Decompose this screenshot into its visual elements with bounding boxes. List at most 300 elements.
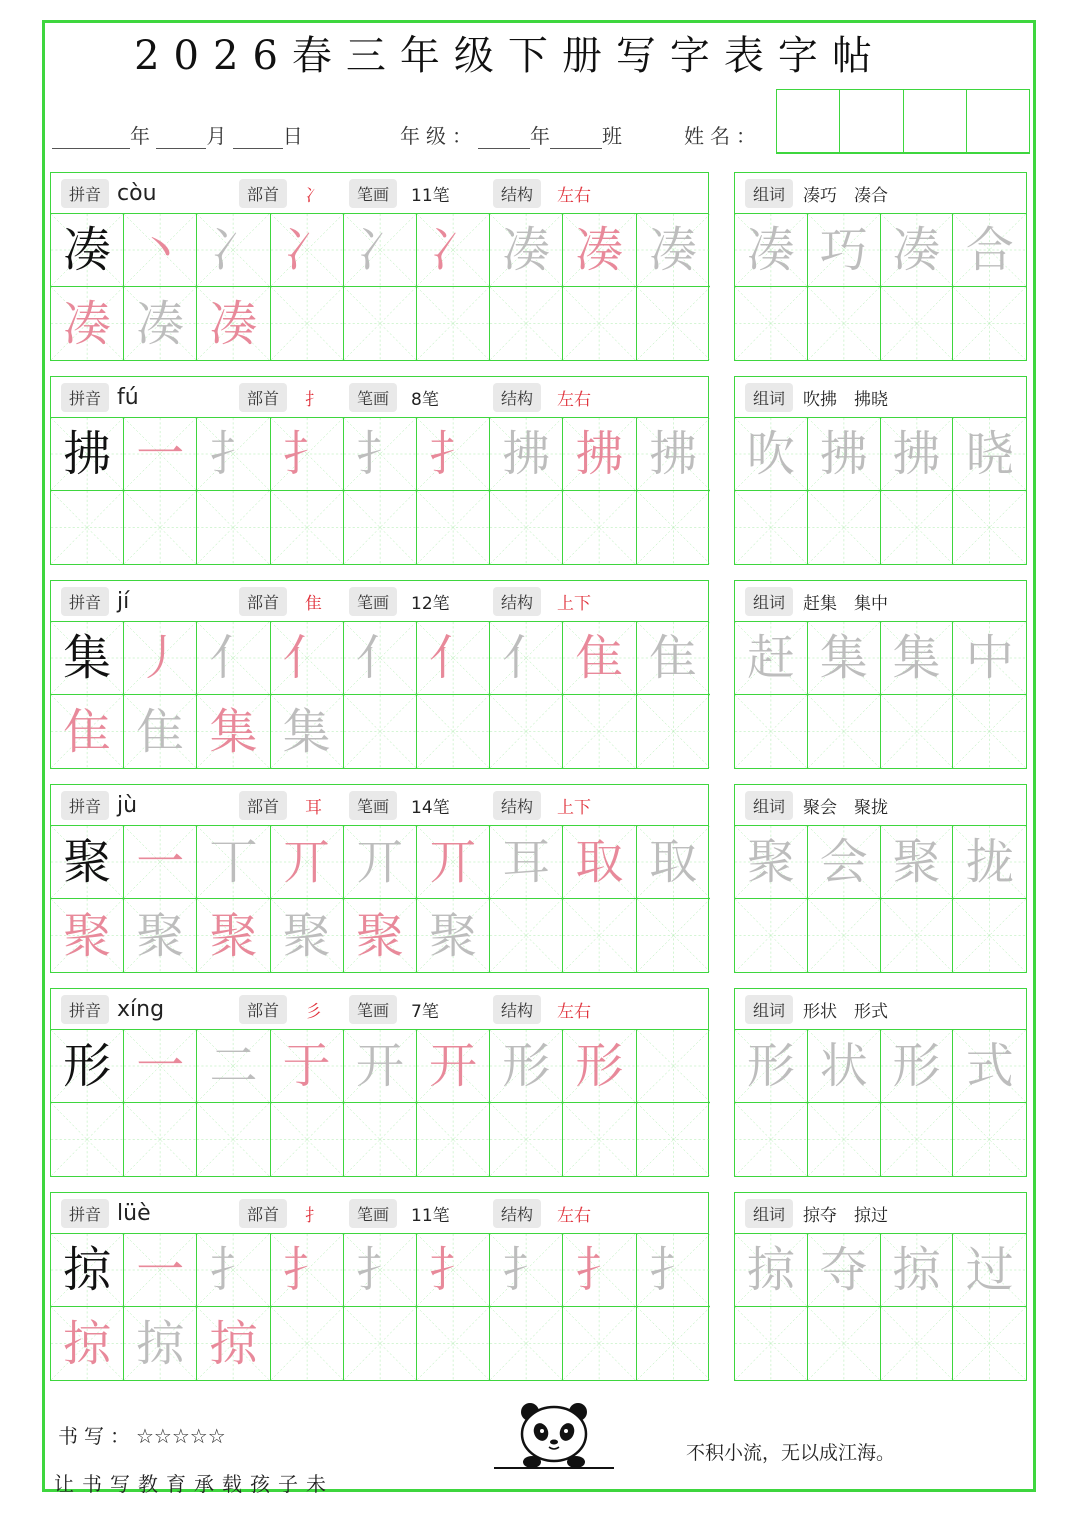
stroke-step-glyph: 拂: [575, 426, 624, 482]
structure-value: 左右: [557, 389, 591, 410]
stroke-order-cell[interactable]: [563, 826, 636, 899]
practice-panel: [50, 172, 709, 361]
stroke-step-glyph: 凑: [209, 295, 258, 352]
stroke-step-glyph: 聚: [282, 907, 331, 964]
stroke-step-glyph: 隹: [649, 630, 698, 686]
stroke-step-glyph: 开: [429, 1038, 478, 1094]
stroke-step-glyph: 冫: [282, 222, 331, 278]
practice-cell[interactable]: [563, 1307, 636, 1380]
practice-cell[interactable]: [344, 491, 417, 564]
word-trace-cell[interactable]: [953, 1234, 1026, 1307]
stroke-order-cell[interactable]: [563, 1030, 636, 1103]
stroke-step-glyph: 取: [649, 834, 698, 890]
word-trace-glyph: 式: [965, 1038, 1014, 1094]
words-header: [735, 377, 1026, 418]
stroke-order-cell[interactable]: [124, 1307, 197, 1380]
stroke-order-cell[interactable]: [197, 695, 270, 768]
strokes-tag: 笔画: [349, 179, 397, 208]
practice-cell[interactable]: [637, 1307, 710, 1380]
stroke-step-glyph: 凑: [136, 295, 185, 352]
practice-panel: [50, 1192, 709, 1381]
word-trace-cell[interactable]: [953, 826, 1026, 899]
info-header: [51, 173, 708, 214]
words-panel: [734, 172, 1027, 361]
stroke-step-glyph: 拂: [502, 426, 551, 482]
stroke-order-cell[interactable]: [197, 899, 270, 972]
stroke-order-cell[interactable]: [417, 826, 490, 899]
pinyin-tag: 拼音: [61, 995, 109, 1024]
pinyin-value: còu: [117, 180, 157, 206]
practice-panel: [50, 376, 709, 565]
words-value: 掠夺 掠过: [803, 1205, 889, 1226]
word-trace-cell[interactable]: [808, 826, 881, 899]
practice-panel: [50, 988, 709, 1177]
stroke-order-cell[interactable]: [417, 1234, 490, 1307]
structure-tag: 结构: [493, 587, 541, 616]
word-trace-cell[interactable]: [735, 622, 808, 695]
words-tag: 组词: [745, 179, 793, 208]
model-glyph: 拂: [63, 426, 112, 482]
strokes-value: 7笔: [411, 1001, 439, 1022]
stroke-step-glyph: 扌: [209, 426, 258, 482]
stroke-order-cell[interactable]: [197, 1030, 270, 1103]
word-trace-glyph: 集: [819, 630, 868, 686]
stroke-order-cell[interactable]: [271, 418, 344, 491]
word-trace-glyph: 掠: [746, 1242, 795, 1298]
word-trace-cell[interactable]: [808, 214, 881, 287]
stroke-step-glyph: 取: [575, 834, 624, 890]
stroke-step-glyph: 扌: [429, 1242, 478, 1298]
practice-cell[interactable]: [271, 1307, 344, 1380]
stroke-order-cell[interactable]: [344, 1234, 417, 1307]
word-practice-cell[interactable]: [953, 491, 1026, 564]
stroke-order-cell[interactable]: [197, 1307, 270, 1380]
structure-value: 左右: [557, 1205, 591, 1226]
stroke-order-cell[interactable]: [124, 1234, 197, 1307]
words-panel: [734, 988, 1027, 1177]
practice-cell[interactable]: [271, 491, 344, 564]
stroke-order-cell[interactable]: [417, 899, 490, 972]
word-trace-glyph: 掠: [892, 1242, 941, 1298]
practice-cell[interactable]: [637, 695, 710, 768]
rating-label: 书写：: [58, 1424, 136, 1448]
word-practice-cell[interactable]: [953, 899, 1026, 972]
word-trace-glyph: 拢: [965, 834, 1014, 890]
stroke-step-glyph: 亻: [502, 630, 551, 686]
stroke-order-cell[interactable]: [124, 214, 197, 287]
practice-cell[interactable]: [197, 1103, 270, 1176]
word-practice-cell[interactable]: [735, 287, 808, 360]
stroke-step-glyph: 凑: [63, 295, 112, 352]
stroke-step-glyph: 亻: [209, 630, 258, 686]
strokes-tag: 笔画: [349, 995, 397, 1024]
word-trace-cell[interactable]: [808, 418, 881, 491]
stroke-step-glyph: 冫: [209, 222, 258, 278]
practice-cell[interactable]: [51, 1103, 124, 1176]
practice-cell[interactable]: [344, 1103, 417, 1176]
stroke-order-cell[interactable]: [637, 1234, 710, 1307]
practice-cell[interactable]: [637, 899, 710, 972]
structure-value: 上下: [557, 797, 591, 818]
word-trace-cell[interactable]: [735, 1234, 808, 1307]
word-trace-cell[interactable]: [881, 214, 954, 287]
stroke-step-glyph: 聚: [355, 907, 404, 964]
practice-cell[interactable]: [563, 695, 636, 768]
practice-cell[interactable]: [417, 695, 490, 768]
stroke-step-glyph: 凑: [502, 222, 551, 278]
word-practice-cell[interactable]: [881, 491, 954, 564]
word-practice-cell[interactable]: [881, 695, 954, 768]
word-practice-cell[interactable]: [953, 287, 1026, 360]
stroke-order-cell[interactable]: [637, 214, 710, 287]
word-practice-cell[interactable]: [881, 287, 954, 360]
word-practice-cell[interactable]: [881, 1103, 954, 1176]
stroke-order-cell[interactable]: [344, 622, 417, 695]
word-trace-glyph: 中: [965, 630, 1014, 686]
rating-stars[interactable]: ☆☆☆☆☆: [136, 1424, 226, 1448]
words-panel: [734, 580, 1027, 769]
stroke-step-glyph: 集: [282, 703, 331, 760]
pinyin-tag: 拼音: [61, 587, 109, 616]
words-header: [735, 989, 1026, 1030]
practice-cell[interactable]: [344, 695, 417, 768]
practice-cell[interactable]: [490, 1307, 563, 1380]
stroke-step-glyph: 丿: [136, 630, 185, 686]
word-trace-cell[interactable]: [808, 622, 881, 695]
practice-cell[interactable]: [490, 899, 563, 972]
stroke-order-cell[interactable]: [197, 287, 270, 360]
model-character[interactable]: [51, 622, 124, 695]
words-header: [735, 581, 1026, 622]
word-trace-cell[interactable]: [881, 826, 954, 899]
word-trace-cell[interactable]: [735, 826, 808, 899]
stroke-step-glyph: 形: [575, 1038, 624, 1094]
stroke-order-cell[interactable]: [124, 287, 197, 360]
stroke-order-cell[interactable]: [344, 214, 417, 287]
word-practice-cell[interactable]: [953, 695, 1026, 768]
word-trace-cell[interactable]: [881, 622, 954, 695]
radical-tag: 部首: [239, 179, 287, 208]
stroke-step-glyph: 亻: [355, 630, 404, 686]
stroke-order-cell[interactable]: [124, 899, 197, 972]
stroke-step-glyph: 扌: [282, 1242, 331, 1298]
stroke-step-glyph: 隹: [136, 703, 185, 760]
word-practice-cell[interactable]: [735, 1307, 808, 1380]
practice-cell[interactable]: [417, 1103, 490, 1176]
stroke-order-cell[interactable]: [490, 622, 563, 695]
radical-value: 冫: [305, 185, 322, 206]
stroke-step-glyph: 扌: [355, 426, 404, 482]
stroke-order-cell[interactable]: [344, 826, 417, 899]
stroke-step-glyph: 一: [136, 1038, 185, 1094]
stroke-order-cell[interactable]: [51, 287, 124, 360]
word-trace-cell[interactable]: [735, 1030, 808, 1103]
stroke-step-glyph: 丌: [282, 834, 331, 890]
model-character[interactable]: [51, 214, 124, 287]
stroke-step-glyph: 扌: [209, 1242, 258, 1298]
practice-cell[interactable]: [124, 491, 197, 564]
word-trace-glyph: 拂: [892, 426, 941, 482]
stroke-order-cell[interactable]: [197, 214, 270, 287]
practice-panel: [50, 784, 709, 973]
word-trace-glyph: 过: [965, 1242, 1014, 1298]
stroke-order-cell[interactable]: [271, 899, 344, 972]
stroke-step-glyph: 掠: [136, 1315, 185, 1372]
words-panel: [734, 784, 1027, 973]
structure-tag: 结构: [493, 179, 541, 208]
practice-cell[interactable]: [417, 287, 490, 360]
words-header: [735, 1193, 1026, 1234]
words-tag: 组词: [745, 1199, 793, 1228]
stroke-order-cell[interactable]: [637, 826, 710, 899]
practice-cell[interactable]: [563, 899, 636, 972]
structure-value: 左右: [557, 185, 591, 206]
words-tag: 组词: [745, 587, 793, 616]
practice-cell[interactable]: [490, 491, 563, 564]
word-trace-cell[interactable]: [953, 214, 1026, 287]
stroke-order-cell[interactable]: [124, 826, 197, 899]
stroke-order-cell[interactable]: [490, 826, 563, 899]
word-practice-cell[interactable]: [808, 1307, 881, 1380]
word-practice-cell[interactable]: [881, 1307, 954, 1380]
stroke-step-glyph: 冫: [355, 222, 404, 278]
stroke-order-cell[interactable]: [490, 214, 563, 287]
stroke-order-cell[interactable]: [490, 418, 563, 491]
stroke-step-glyph: 聚: [429, 907, 478, 964]
strokes-tag: 笔画: [349, 587, 397, 616]
word-trace-glyph: 会: [819, 834, 868, 890]
stroke-step-glyph: 凑: [575, 222, 624, 278]
stroke-order-cell[interactable]: [124, 1030, 197, 1103]
stroke-step-glyph: 隹: [575, 630, 624, 686]
info-header: [51, 989, 708, 1030]
stroke-step-glyph: 扌: [282, 426, 331, 482]
practice-cell[interactable]: [124, 1103, 197, 1176]
word-trace-glyph: 形: [892, 1038, 941, 1094]
word-trace-cell[interactable]: [953, 622, 1026, 695]
word-trace-cell[interactable]: [881, 1234, 954, 1307]
model-character[interactable]: [51, 418, 124, 491]
words-header: [735, 173, 1026, 214]
stroke-order-cell[interactable]: [417, 418, 490, 491]
words-value: 形状 形式: [803, 1001, 889, 1022]
stroke-step-glyph: 聚: [136, 907, 185, 964]
radical-tag: 部首: [239, 791, 287, 820]
stroke-step-glyph: 聚: [209, 907, 258, 964]
stroke-order-cell[interactable]: [197, 826, 270, 899]
practice-cell[interactable]: [344, 287, 417, 360]
word-practice-cell[interactable]: [881, 899, 954, 972]
stroke-order-cell[interactable]: [271, 1234, 344, 1307]
practice-cell[interactable]: [344, 1307, 417, 1380]
word-trace-cell[interactable]: [881, 418, 954, 491]
word-trace-glyph: 状: [819, 1038, 868, 1094]
stroke-step-glyph: 扌: [502, 1242, 551, 1298]
stroke-order-cell[interactable]: [563, 418, 636, 491]
radical-tag: 部首: [239, 587, 287, 616]
words-tag: 组词: [745, 383, 793, 412]
practice-cell[interactable]: [490, 287, 563, 360]
practice-cell[interactable]: [637, 287, 710, 360]
stroke-order-cell[interactable]: [124, 622, 197, 695]
practice-cell[interactable]: [637, 1030, 710, 1103]
word-trace-cell[interactable]: [808, 1030, 881, 1103]
stroke-step-glyph: 掠: [63, 1315, 112, 1372]
words-tag: 组词: [745, 791, 793, 820]
stroke-step-glyph: 一: [136, 1242, 185, 1298]
pinyin-value: jù: [117, 792, 138, 818]
stroke-order-cell[interactable]: [637, 622, 710, 695]
stroke-order-cell[interactable]: [417, 622, 490, 695]
stroke-order-cell[interactable]: [51, 899, 124, 972]
word-trace-glyph: 晓: [965, 426, 1014, 482]
practice-cell[interactable]: [637, 1103, 710, 1176]
stroke-step-glyph: 丌: [355, 834, 404, 890]
model-character[interactable]: [51, 826, 124, 899]
practice-cell[interactable]: [563, 491, 636, 564]
stroke-order-cell[interactable]: [417, 214, 490, 287]
practice-panel: [50, 580, 709, 769]
practice-cell[interactable]: [563, 1103, 636, 1176]
word-trace-cell[interactable]: [953, 1030, 1026, 1103]
stroke-order-cell[interactable]: [490, 1234, 563, 1307]
word-trace-glyph: 合: [965, 222, 1014, 278]
word-practice-cell[interactable]: [735, 491, 808, 564]
stroke-order-cell[interactable]: [197, 622, 270, 695]
words-value: 凑巧 凑合: [803, 185, 889, 206]
word-practice-cell[interactable]: [735, 695, 808, 768]
stroke-order-cell[interactable]: [51, 695, 124, 768]
name-label: 姓名：: [684, 124, 762, 148]
stroke-order-cell[interactable]: [124, 418, 197, 491]
stroke-step-glyph: 于: [282, 1038, 331, 1094]
word-trace-glyph: 集: [892, 630, 941, 686]
date-line: 年 月 日: [52, 120, 303, 149]
stroke-step-glyph: 扌: [649, 1242, 698, 1298]
radical-tag: 部首: [239, 383, 287, 412]
practice-cell[interactable]: [197, 491, 270, 564]
word-practice-cell[interactable]: [735, 899, 808, 972]
stroke-order-cell[interactable]: [344, 1030, 417, 1103]
stroke-step-glyph: 凑: [649, 222, 698, 278]
word-trace-cell[interactable]: [735, 418, 808, 491]
stroke-step-glyph: 一: [136, 426, 185, 482]
pinyin-value: xíng: [117, 996, 165, 1022]
stroke-step-glyph: 丶: [136, 222, 185, 278]
practice-cell[interactable]: [490, 695, 563, 768]
practice-cell[interactable]: [271, 1103, 344, 1176]
panda-icon: [494, 1398, 614, 1470]
word-trace-glyph: 赶: [746, 630, 795, 686]
stroke-step-glyph: 扌: [575, 1242, 624, 1298]
stroke-order-cell[interactable]: [563, 622, 636, 695]
practice-cell[interactable]: [271, 287, 344, 360]
stroke-order-cell[interactable]: [417, 1030, 490, 1103]
word-trace-cell[interactable]: [808, 1234, 881, 1307]
word-practice-cell[interactable]: [953, 1103, 1026, 1176]
stroke-step-glyph: 二: [209, 1038, 258, 1094]
pinyin-tag: 拼音: [61, 179, 109, 208]
practice-cell[interactable]: [51, 491, 124, 564]
stroke-order-cell[interactable]: [271, 695, 344, 768]
practice-cell[interactable]: [490, 1103, 563, 1176]
grade-class-line: 年级： 年 班: [400, 124, 622, 148]
words-tag: 组词: [745, 995, 793, 1024]
stroke-order-cell[interactable]: [563, 214, 636, 287]
pinyin-tag: 拼音: [61, 1199, 109, 1228]
stroke-order-cell[interactable]: [51, 1307, 124, 1380]
stroke-order-cell[interactable]: [344, 899, 417, 972]
word-trace-cell[interactable]: [735, 214, 808, 287]
stroke-order-cell[interactable]: [124, 695, 197, 768]
words-value: 吹拂 拂晓: [803, 389, 889, 410]
stroke-order-cell[interactable]: [197, 418, 270, 491]
stroke-order-cell[interactable]: [271, 1030, 344, 1103]
stroke-step-glyph: 亻: [429, 630, 478, 686]
practice-cell[interactable]: [417, 1307, 490, 1380]
word-trace-glyph: 凑: [746, 222, 795, 278]
word-trace-cell[interactable]: [953, 418, 1026, 491]
stroke-order-cell[interactable]: [490, 1030, 563, 1103]
stroke-order-cell[interactable]: [197, 1234, 270, 1307]
word-practice-cell[interactable]: [808, 899, 881, 972]
practice-cell[interactable]: [417, 491, 490, 564]
stroke-order-cell[interactable]: [271, 622, 344, 695]
stroke-order-cell[interactable]: [563, 1234, 636, 1307]
strokes-value: 11笔: [411, 185, 450, 206]
model-glyph: 掠: [63, 1242, 112, 1298]
word-trace-glyph: 凑: [892, 222, 941, 278]
slogan-text: 让书写教育承载孩子未: [54, 1472, 334, 1496]
strokes-tag: 笔画: [349, 791, 397, 820]
structure-tag: 结构: [493, 1199, 541, 1228]
stroke-step-glyph: 拂: [649, 426, 698, 482]
radical-tag: 部首: [239, 995, 287, 1024]
structure-value: 左右: [557, 1001, 591, 1022]
word-practice-cell[interactable]: [735, 1103, 808, 1176]
stroke-step-glyph: 丌: [429, 834, 478, 890]
radical-tag: 部首: [239, 1199, 287, 1228]
model-character[interactable]: [51, 1030, 124, 1103]
stroke-order-cell[interactable]: [271, 214, 344, 287]
word-practice-cell[interactable]: [953, 1307, 1026, 1380]
practice-cell[interactable]: [563, 287, 636, 360]
word-practice-cell[interactable]: [808, 1103, 881, 1176]
pinyin-tag: 拼音: [61, 383, 109, 412]
model-character[interactable]: [51, 1234, 124, 1307]
word-trace-glyph: 拂: [819, 426, 868, 482]
word-trace-glyph: 夺: [819, 1242, 868, 1298]
word-practice-cell[interactable]: [808, 695, 881, 768]
pinyin-value: jí: [117, 588, 130, 614]
stroke-order-cell[interactable]: [344, 418, 417, 491]
strokes-value: 8笔: [411, 389, 439, 410]
word-trace-glyph: 巧: [819, 222, 868, 278]
strokes-value: 12笔: [411, 593, 450, 614]
radical-value: 扌: [305, 389, 322, 410]
strokes-tag: 笔画: [349, 383, 397, 412]
pinyin-tag: 拼音: [61, 791, 109, 820]
name-writing-boxes[interactable]: [776, 89, 1030, 154]
word-practice-cell[interactable]: [808, 287, 881, 360]
stroke-order-cell[interactable]: [271, 826, 344, 899]
model-glyph: 形: [63, 1038, 112, 1094]
word-practice-cell[interactable]: [808, 491, 881, 564]
stroke-step-glyph: 扌: [355, 1242, 404, 1298]
word-trace-cell[interactable]: [881, 1030, 954, 1103]
practice-cell[interactable]: [637, 491, 710, 564]
stroke-order-cell[interactable]: [637, 418, 710, 491]
